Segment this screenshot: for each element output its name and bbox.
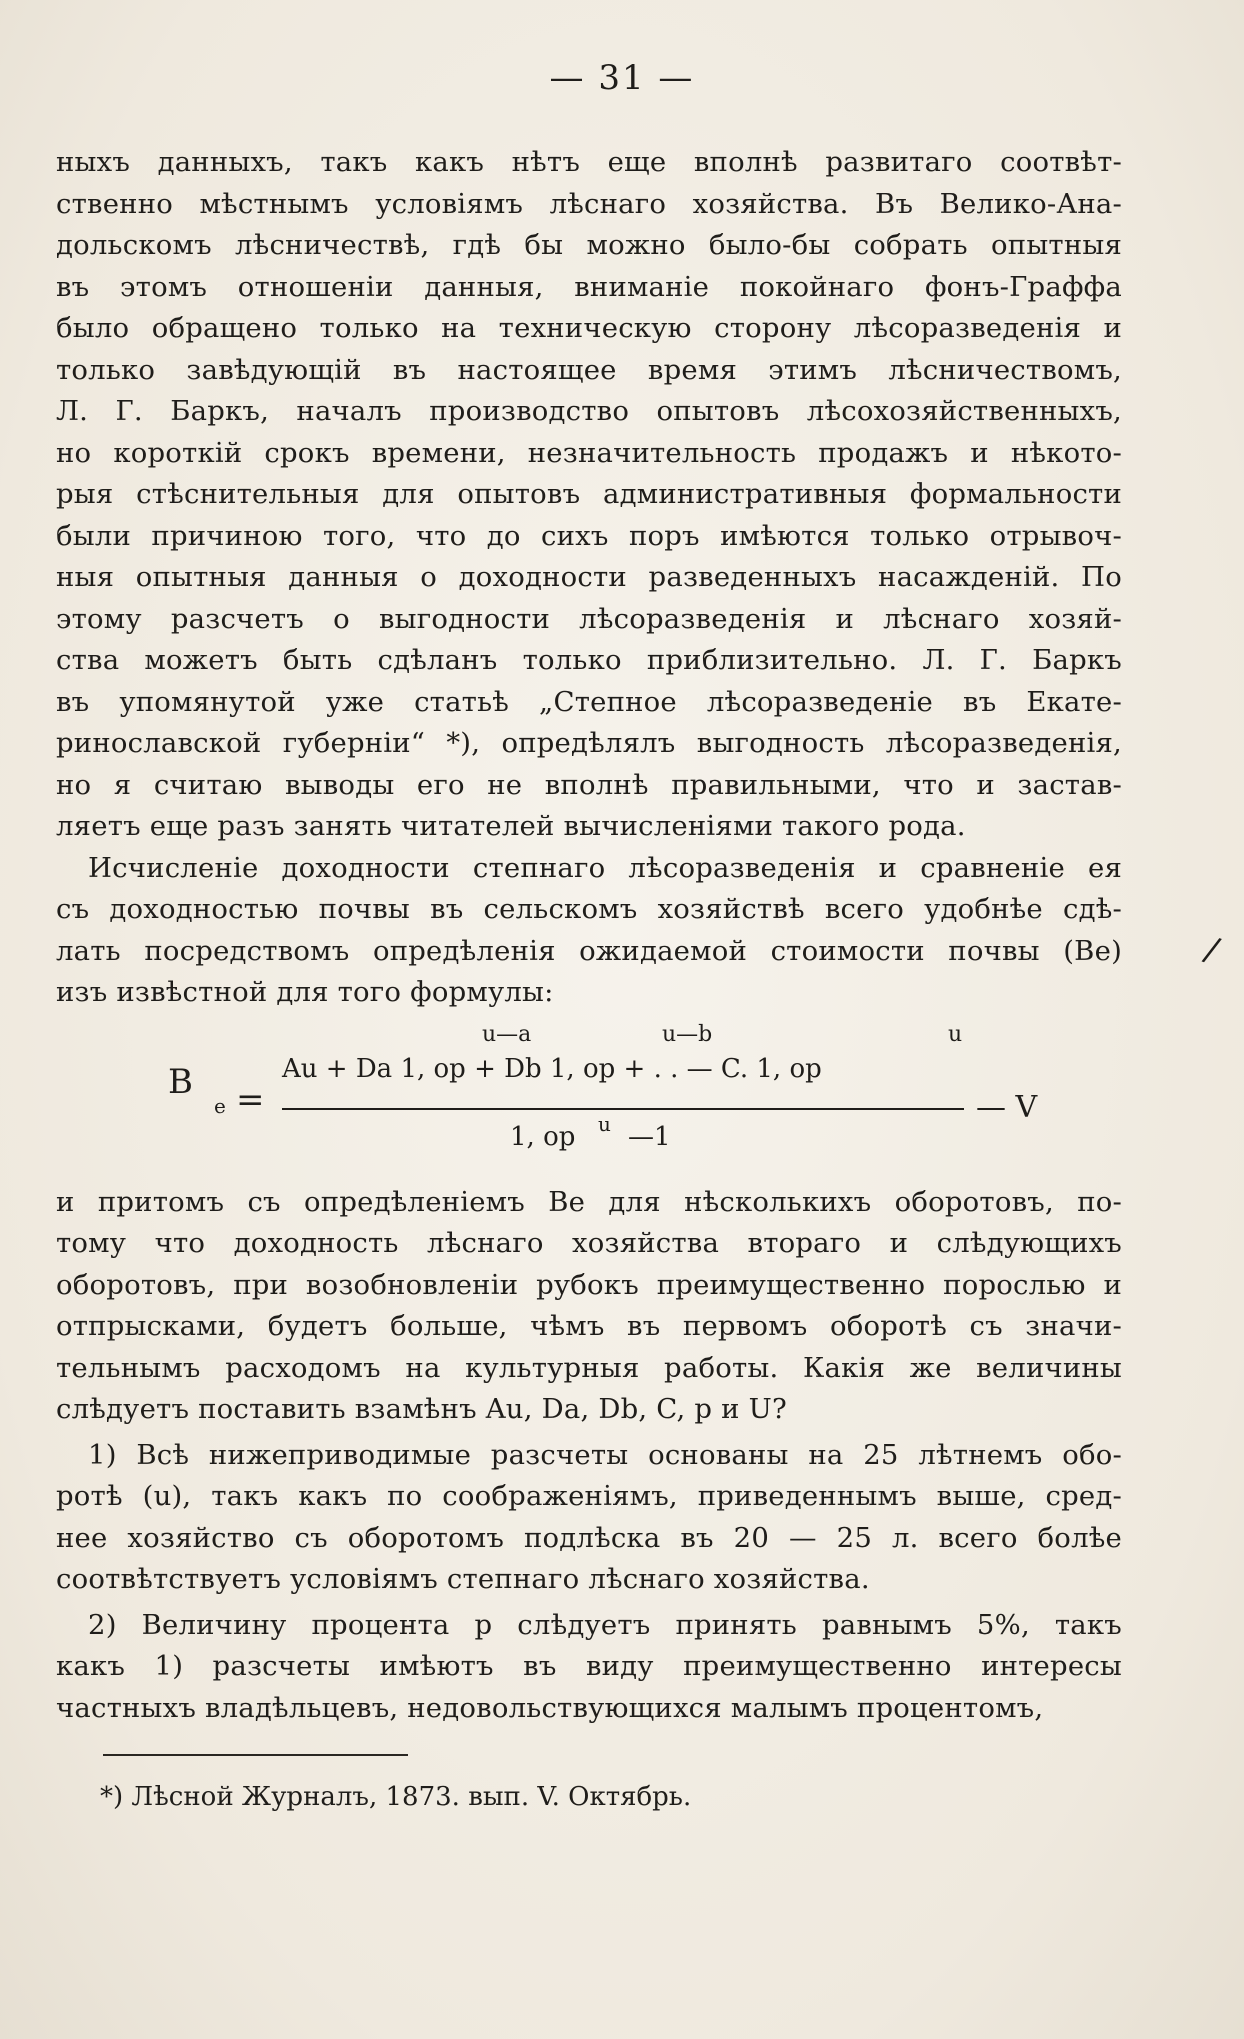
text-line: но короткій срокъ времени, незначительность продажъ и нѣкото- <box>56 436 1122 469</box>
paragraph-4 <box>56 1435 1122 1601</box>
text-line: слѣдуетъ поставить взамѣнъ Au, Da, Db, C, p и U? <box>56 1393 787 1425</box>
text-line: ляетъ еще разъ занять читателей вычисленіями такого рода. <box>56 810 966 842</box>
text-line: и притомъ съ опредѣленіемъ Be для нѣсколькихъ оборотовъ, по- <box>56 1185 1122 1218</box>
text-line: нее хозяйство съ оборотомъ подлѣска въ 20 — 25 л. всего болѣе <box>56 1521 1122 1554</box>
text-line: рыя стѣснительныя для опытовъ административныя формальности <box>56 478 1122 510</box>
text-line: соотвѣтствуетъ условіямъ степнаго лѣснаго хозяйства. <box>56 1563 870 1595</box>
text-line: лать посредствомъ опредѣленія ожидаемой стоимости почвы (Be) <box>56 934 1122 967</box>
text-line: но я считаю выводы его не вполнѣ правильными, что и застав- <box>56 768 1122 801</box>
paragraph-1 <box>56 142 1122 848</box>
formula-denominator-tail: —1 <box>628 1121 671 1152</box>
footnote-rule <box>103 1754 408 1756</box>
formula-exponent-u: u <box>948 1021 963 1047</box>
text-line: Исчисленіе доходности степнаго лѣсоразведенія и сравненіе ея <box>88 851 1122 884</box>
text-line: 1) Всѣ нижеприводимые разсчеты основаны на 25 лѣтнемъ обо- <box>88 1438 1122 1471</box>
text-line: этому разсчетъ о выгодности лѣсоразведенія и лѣснаго хозяй- <box>56 602 1122 635</box>
text-line: 2) Величину процента p слѣдуетъ принять равнымъ 5%, такъ <box>88 1608 1122 1641</box>
formula-exponent-a: u—a <box>482 1021 532 1047</box>
text-line: изъ извѣстной для того формулы: <box>56 976 554 1008</box>
formula-lhs-b: B <box>168 1061 193 1102</box>
text-line: ныя опытныя данныя о доходности разведенныхъ насажденій. По <box>56 561 1122 593</box>
body-text <box>56 142 1122 1729</box>
text-line: только завѣдующій въ настоящее время этимъ лѣсничествомъ, <box>56 353 1122 386</box>
text-line: ства можетъ быть сдѣланъ только приблизительно. Л. Г. Баркъ <box>56 644 1122 676</box>
formula-lhs-subscript: e <box>214 1093 226 1118</box>
formula-numerator: Au + Da 1, op + Db 1, op + . . — C. 1, op <box>282 1053 822 1084</box>
formula <box>56 1022 1122 1182</box>
paragraph-2 <box>56 848 1122 1014</box>
formula-denominator-exponent: u <box>598 1111 611 1136</box>
text-line: были причиною того, что до сихъ поръ имѣются только отрывоч- <box>56 519 1122 552</box>
text-line: въ этомъ отношеніи данныя, вниманіе покойнаго фонъ-Граффа <box>56 270 1122 303</box>
page-number: — 31 — <box>549 58 695 98</box>
text-line: ринославской губерніи“ *), опредѣлялъ выгодность лѣсоразведенія, <box>56 727 1122 759</box>
text-line: тому что доходность лѣснаго хозяйства втораго и слѣдующихъ <box>56 1227 1122 1259</box>
paragraph-3 <box>56 1182 1122 1431</box>
text-line: отпрысками, будетъ больше, чѣмъ въ первомъ оборотѣ съ значи- <box>56 1310 1122 1342</box>
paragraph-5 <box>56 1605 1122 1730</box>
text-line: было обращено только на техническую сторону лѣсоразведенія и <box>56 312 1122 344</box>
text-line: тельнымъ расходомъ на культурныя работы. Какія же величины <box>56 1351 1122 1384</box>
text-line: ственно мѣстнымъ условіямъ лѣснаго хозяйства. Въ Велико-Ана- <box>56 187 1122 220</box>
text-line: дольскомъ лѣсничествѣ, гдѣ бы можно было-бы собрать опытныя <box>56 229 1122 261</box>
text-line: частныхъ владѣльцевъ, недовольствующихся малымъ процентомъ, <box>56 1691 1044 1724</box>
text-line: Л. Г. Баркъ, началъ производство опытовъ лѣсохозяйственныхъ, <box>56 395 1122 427</box>
footnote: *) Лѣсной Журналъ, 1873. вып. V. Октябрь. <box>100 1782 692 1812</box>
text-line: ныхъ данныхъ, такъ какъ нѣтъ еще вполнѣ развитаго соотвѣт- <box>56 146 1122 178</box>
formula-tail: — V <box>976 1089 1038 1125</box>
formula-equals: = <box>236 1079 265 1120</box>
text-line: ротѣ (u), такъ какъ по соображеніямъ, приведеннымъ выше, сред- <box>56 1480 1122 1512</box>
margin-pencil-mark: / <box>1199 929 1224 971</box>
formula-exponent-b: u—b <box>662 1021 713 1047</box>
text-line: въ упомянутой уже статьѣ „Степное лѣсоразведеніе въ Екате- <box>56 685 1122 718</box>
text-line: какъ 1) разсчеты имѣютъ въ виду преимущественно интересы <box>56 1650 1122 1682</box>
fraction-bar <box>282 1108 964 1110</box>
text-line: съ доходностью почвы въ сельскомъ хозяйствѣ всего удобнѣе сдѣ- <box>56 893 1122 925</box>
formula-denominator-base: 1, op <box>510 1121 576 1152</box>
text-line: оборотовъ, при возобновленіи рубокъ преимущественно порослью и <box>56 1268 1122 1301</box>
